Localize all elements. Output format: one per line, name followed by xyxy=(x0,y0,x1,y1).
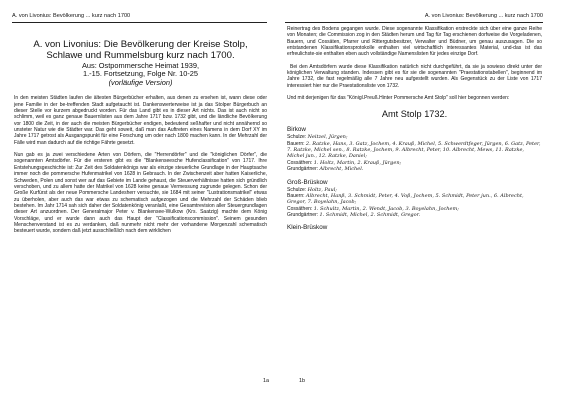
roster-names: 2. Ratzke, Hans, 3. Gatz, Jochem, 4. Krauß, Michel, 5. Schwerdtfeger, Jürgen, 6. Gatz, Peter, 7. Ratzke, Michel sen., 8. Ratzke, Jochem, 9. Albrecht, Peter, 10. Albrecht, Mews, 11. Ratzke, Michel jun., 12. Ratzke, Daniel; xyxy=(287,140,541,160)
header-rule-left xyxy=(12,22,267,23)
left-paragraph-2: Nun gab es ja zwei verschiedene Arten von Dörfern, die "Herrendörfer" und die "königlichen Dörfer", die sogenannten Amtsdörfer. Für die ersteren gibt es die "Blankenseesche Hufenclassification" von 1717. Ihre Entstehungsgeschichte ist: Zur Zeit des Soldatenkönigs war als einzige steuerliche Grundlage in der Hauptsache immer noch die pommersche Hufenmatrikel von 1628 in Gebrauch. In der Zwischenzeit aber hatten Kaiserliche, Schweden, Polen und sonst wer auf das Gebiete im Lande gehaust, die Steuerverhältnisse hatten sich gründlich verschoben, und zu allem hatte der Matrikel von 1628 keine genaue Vermessung zugrunde gelegen. Schon der Große Kurfürst als der neue Pommersche Landesherr versuchte, sie 1684 mit seiner "Lustrationsmatrikel" etwas zu überholen, aber auch das war etwas zu schematisch aufgezogen und die Mehrzahl der Schäden blieb bestehen. Im Jahr 1714 sah sich daher der Soldatenkönig veranlaßt, eine Gesamtrevision aller Steuergrundlagen dieser Art anzuordnen. Der Generalmajor Peter v. Blankensee-Wulkow (Krs. Saatzig) machte dem König Vorschläge, und er wurde dann auch das Haupt der "Classificationscommission". Seinem gesunden Menschenverstand ist es zu verdanken, daß nunmehr nicht mehr der vorhandene Morgenzahl schematisch besteuert wurde, sondern daß jetzt ausschließlich nach dem wirklichen xyxy=(14,152,267,235)
running-header-right: A. von Livonius: Bevölkerung ... kurz nach 1700 xyxy=(424,13,543,19)
roster-names: 1. Schultz, Martin, 2. Wendt, Jacob, 3. Boyelahn, Jochem; xyxy=(313,205,459,212)
roster-entry xyxy=(287,141,542,160)
right-paragraph-1: Reinertrag des Bodens gegangen wurde. Diese sogenannte Klassifikation erstreckte sich über eine ganze Reihe von Monaten; die Commission zog in den Städten herum und Tag für Tag erschienen dorfweise die Vorgeladenen, Bauern, und Cossäten, Pfarrer und Rittergutsbesitzer, Verwalter und Büdner, um genau auszusagen. Die so entstandenen Klassifikationsprotokolle enthalten viel wirtschaftlich interessantes Material, und-das ist das erfreulichste-sie enthalten eben auch vollständige Namenslisten für jedes einzige Dorf. xyxy=(287,26,542,58)
roster-entry xyxy=(287,212,542,218)
right-paragraph-2: Bei den Amtsdörfern wurde diese Klassifikation natürlich nicht durchgeführt, da sie ja sowieso direkt unter der königlichen Verwaltung standen. Indessen gibt es für sie die sogenannten "Praestationstabellen", beginnend im Jahre 1732, die fast regelmäßig alle 7 Jahre neu aufgestellt wurden. Als Gegenstück zu der Liste von 1717 interessiert hier nur die Praestationsliste von 1732. xyxy=(287,63,542,89)
page-number-left: 1a xyxy=(263,378,269,384)
right-paragraph-3: Und mit derjenigen für das "Königl.Preuß.Hinter Pommersche Amt Stolp" soll hier begonnen werden: xyxy=(287,95,510,102)
roster-entry xyxy=(287,166,542,172)
roster-role: Bauern: xyxy=(287,192,306,199)
roster-role: Cossäthen: xyxy=(287,205,314,212)
roster-role: Grundgärtner: xyxy=(287,166,320,173)
page-number-right: 1b xyxy=(299,378,305,384)
right-column xyxy=(287,26,542,232)
header-rule-right xyxy=(285,22,543,23)
village-name: Birkow xyxy=(287,126,306,134)
left-paragraph-1: In den meisten Städten laufen die ältesten Bürgerbücher erhalten, aus denen zu ersehen ist, wann diese oder jene Familie in der be-treffenden Stadt aufgetaucht ist. Dankenswerterweise ist ja das Stolper Bürgerbuch an dieser Stelle vor kurzem abgedruckt worden. Für das Land gibt es in dieser Art nichts. Das ist auch nicht so schlimm, weil es ganz genaue Bauernlisten aus dem Jahre 1717 bzw. 1732 gibt, und die ländliche Bevölkerung vor 1800 die Zeit, in der auch die meisten Bürgerbücher endigen, bedeutend seßhafter und nicht annähernd so unsteter Natur wie die Städter war. Das geht soweit, daß man das Auftreten eines Namens in dem Dorf XY im Jahre 1717 getrost als Ausgangspunkt für eine Forschung um oder nach 1800 machen kann. In der Mehrzahl der Fälle wird man dadurch auf die richtige Fährte gesetzt. xyxy=(14,95,267,146)
running-header-left: A. von Livonius: Bevölkerung ... kurz nach 1700 xyxy=(12,13,131,19)
roster-names: Holtz, Paul; xyxy=(307,186,337,193)
village-name: Groß-Brüskow xyxy=(287,178,328,186)
roster-names: Albrecht, Michel. xyxy=(319,166,364,173)
roster-role: Schulze: xyxy=(287,134,308,141)
roster-role: Cossäthen: xyxy=(287,159,314,166)
roster-role: Grundgärtner: xyxy=(287,211,320,218)
roster-names: Albrecht, Hanß, 3. Schmidt, Peter, 4. Voß, Jochem, 5. Schmidt, Peter jun., 6. Albrecht, Gregor, 7. Boyelahn, Jacob; xyxy=(287,192,524,206)
article-title-line-2: Schlawe und Rummelsburg kurz nach 1700. xyxy=(46,49,235,61)
village-name: Klein-Brüskow xyxy=(287,224,328,232)
roster-names: 1. Holtz, Martin, 2. Krauß, Jürgen; xyxy=(313,159,402,166)
roster-entry xyxy=(287,193,542,206)
roster-role: Schulze: xyxy=(287,186,308,193)
article-title-line-1: A. von Livonius: Die Bevölkerung der Kreise Stolp, xyxy=(33,39,248,50)
village-list xyxy=(287,126,542,232)
roster-role: Bauern: xyxy=(287,140,306,147)
roster-names: 1. Schmidt, Michel, 2. Schmidt, Gregor. xyxy=(319,211,421,218)
left-column xyxy=(14,40,267,235)
version-note: (vorläufige Version) xyxy=(108,77,173,87)
amt-heading: Amt Stolp 1732. xyxy=(381,109,448,120)
source-line-2: 1.-15. Fortsetzung, Folge Nr. 10-25 xyxy=(82,69,199,79)
roster-names: Neitzel, Jürgen; xyxy=(307,134,348,141)
source-line-1: Aus: Ostpommersche Heimat 1939, xyxy=(81,60,200,70)
